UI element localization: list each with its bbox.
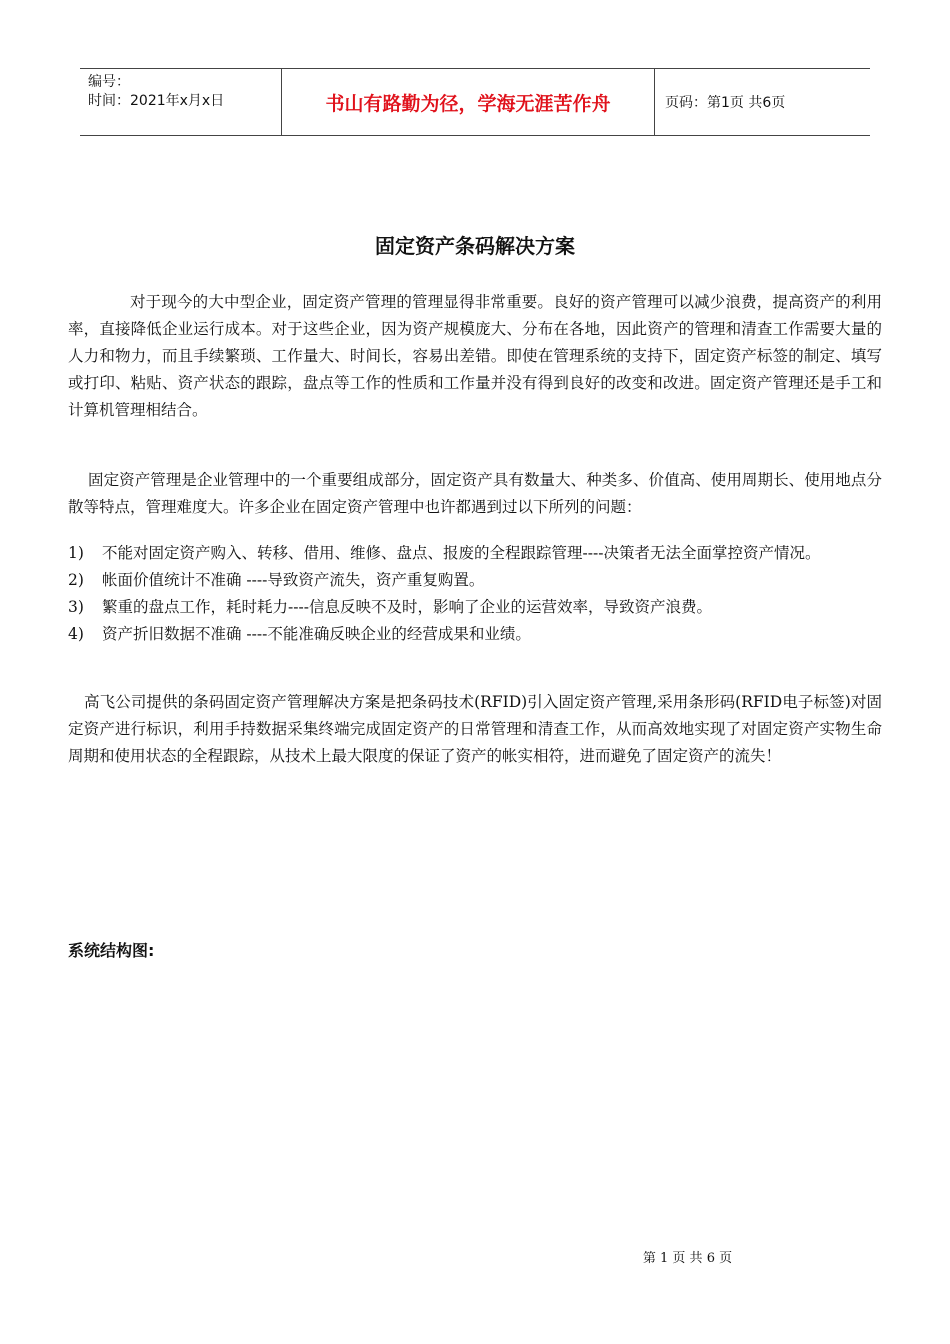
header-page-info: 页码：第1页 共6页: [665, 95, 786, 111]
document-date-label: 时间：2021年x月x日: [88, 93, 225, 109]
header-meta: [80, 69, 281, 135]
list-item: [68, 540, 882, 567]
paragraph-solution: 高飞公司提供的条码固定资产管理解决方案是把条码技术(RFID)引入固定资产管理,采用条形码(RFID电子标签)对固定资产进行标识，利用手持数据采集终端完成固定资产的日常管理和清查工作，从而高效地实现了对固定资产实物生命周期和使用状态的全程跟踪，从技术上最大限度的保证了资产的帐实相符，进而避免了固定资产的流失！: [68, 693, 882, 765]
paragraph-intro: 对于现今的大中型企业，固定资产管理的管理显得非常重要。良好的资产管理可以减少浪费，提高资产的利用率，直接降低企业运行成本。对于这些企业，因为资产规模庞大、分布在各地，因此资产的管理和清查工作需要大量的人力和物力，而且手续繁琐、工作量大、时间长，容易出差错。即使在管理系统的支持下，固定资产标签的制定、填写或打印、粘贴、资产状态的跟踪，盘点等工作的性质和工作量并没有得到良好的改变和改进。固定资产管理还是手工和计算机管理相结合。: [68, 293, 882, 419]
problem-list: [68, 540, 882, 648]
list-item: [68, 567, 882, 594]
list-item-number: 2): [68, 571, 84, 589]
list-item-text: 不能对固定资产购入、转移、借用、维修、盘点、报废的全程跟踪管理----决策者无法全面掌控资产情况。: [102, 544, 821, 562]
list-item-number: 3): [68, 598, 84, 616]
document-number-label: 编号：: [88, 74, 130, 90]
page-footer: 第 1 页 共 6 页: [642, 1251, 733, 1266]
list-item-text: 资产折旧数据不准确 ----不能准确反映企业的经营成果和业绩。: [102, 625, 531, 643]
list-item-number: 1): [68, 544, 84, 562]
list-item-text: 帐面价值统计不准确 ----导致资产流失，资产重复购置。: [102, 571, 485, 589]
list-item-text: 繁重的盘点工作，耗时耗力----信息反映不及时，影响了企业的运营效率，导致资产浪费。: [102, 598, 712, 616]
list-item-number: 4): [68, 625, 84, 643]
page-header: [80, 68, 870, 136]
list-item: [68, 621, 882, 648]
document-title: 固定资产条码解决方案: [375, 234, 575, 258]
header-motto: 书山有路勤为径，学海无涯苦作舟: [281, 69, 655, 135]
section-heading-system-structure: 系统结构图:: [68, 941, 155, 960]
paragraph-problems-intro: 固定资产管理是企业管理中的一个重要组成部分，固定资产具有数量大、种类多、价值高、使用周期长、使用地点分散等特点，管理难度大。许多企业在固定资产管理中也许都遇到过以下所列的问题：: [68, 471, 882, 516]
list-item: [68, 594, 882, 621]
